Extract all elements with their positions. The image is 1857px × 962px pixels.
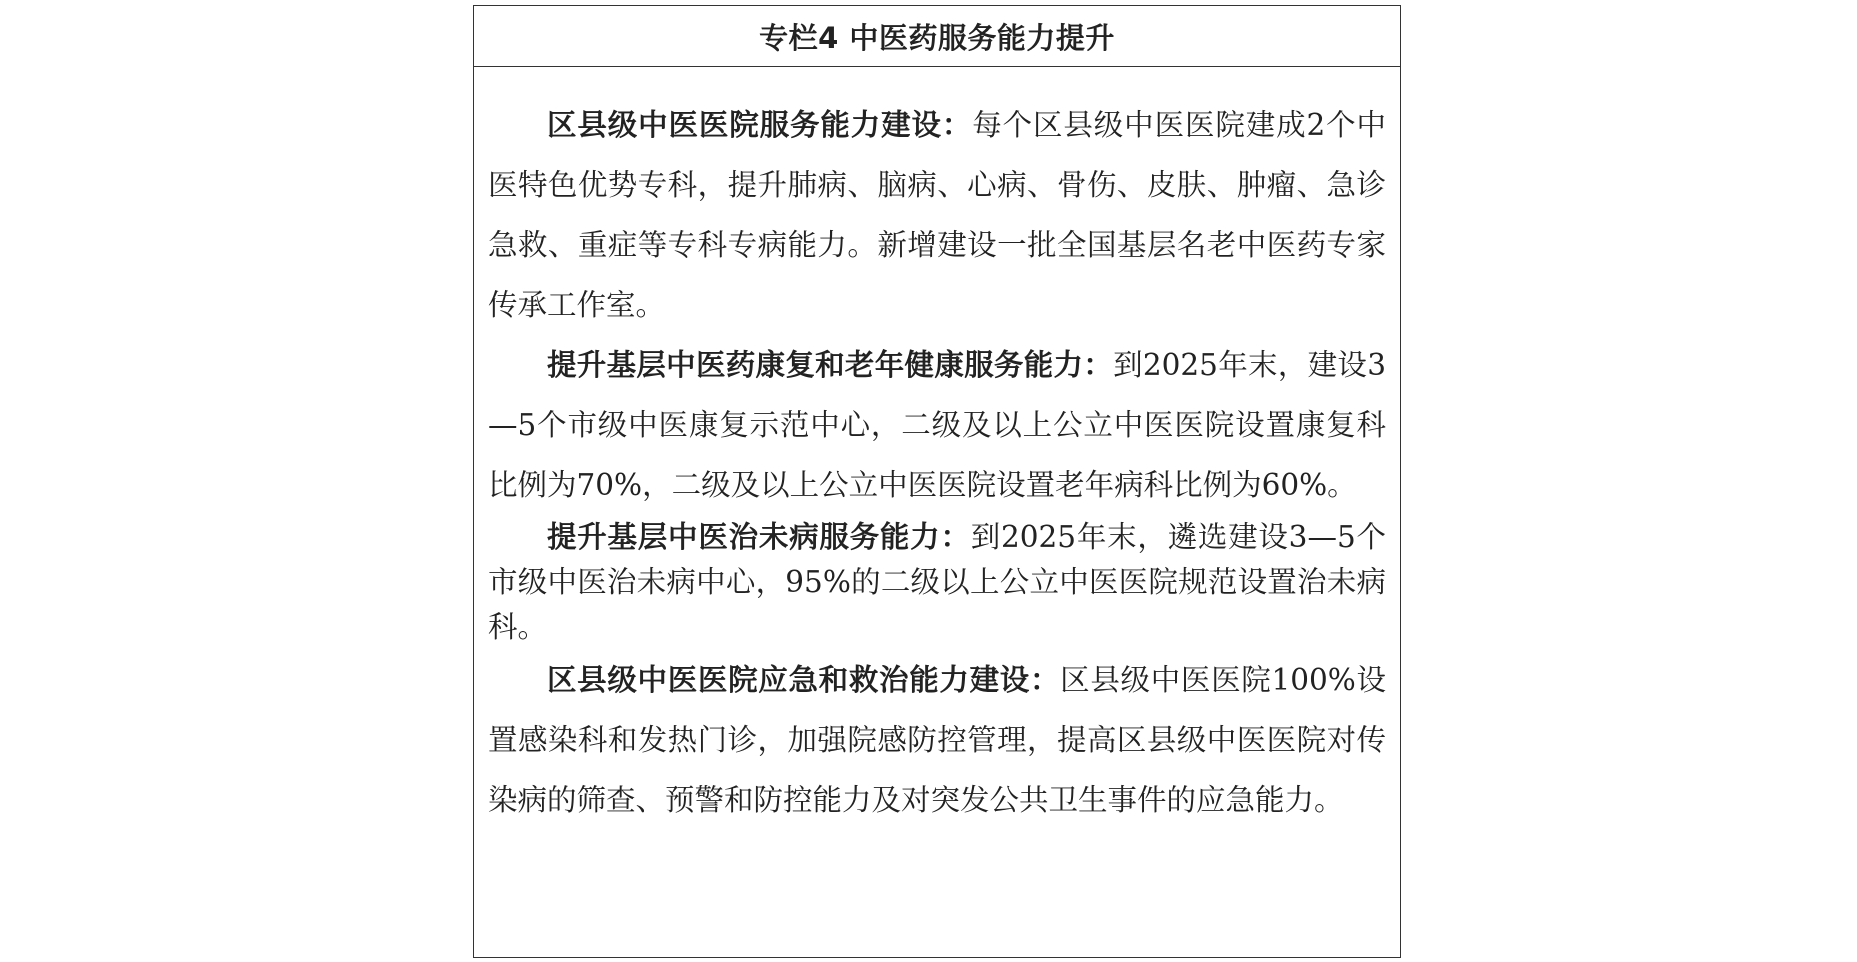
paragraph-heading: 区县级中医医院服务能力建设：	[547, 108, 973, 142]
paragraph-county-hospital-capacity	[488, 95, 1386, 335]
column-title: 专栏4 中医药服务能力提升	[474, 6, 1400, 67]
paragraph-heading: 提升基层中医治未病服务能力：	[547, 520, 971, 554]
paragraph-text: 区县级中医医院100%设置感染科和发热门诊，加强院感防控管理，提高区县级中医医院对传染病的筛查、预警和防控能力及对突发公共卫生事件的应急能力。	[488, 663, 1386, 817]
paragraph-rehab-elderly-care	[488, 335, 1386, 515]
paragraph-emergency-capacity	[488, 650, 1386, 830]
paragraph-text: 每个区县级中医医院建成2个中医特色优势专科，提升肺病、脑病、心病、骨伤、皮肤、肿瘤、急诊急救、重症等专科专病能力。新增建设一批全国基层名老中医药专家传承工作室。	[488, 108, 1386, 322]
paragraph-heading: 区县级中医医院应急和救治能力建设：	[547, 663, 1061, 697]
paragraph-text: 到2025年末，遴选建设3—5个市级中医治未病中心，95%的二级以上公立中医医院规范设置治未病科。	[488, 520, 1386, 644]
paragraph-preventive-care	[488, 515, 1386, 650]
paragraph-text: 到2025年末，建设3—5个市级中医康复示范中心，二级及以上公立中医医院设置康复科比例为70%，二级及以上公立中医医院设置老年病科比例为60%。	[488, 348, 1386, 502]
paragraph-heading: 提升基层中医药康复和老年健康服务能力：	[547, 348, 1114, 382]
column-box	[473, 5, 1401, 958]
column-body	[474, 67, 1400, 830]
